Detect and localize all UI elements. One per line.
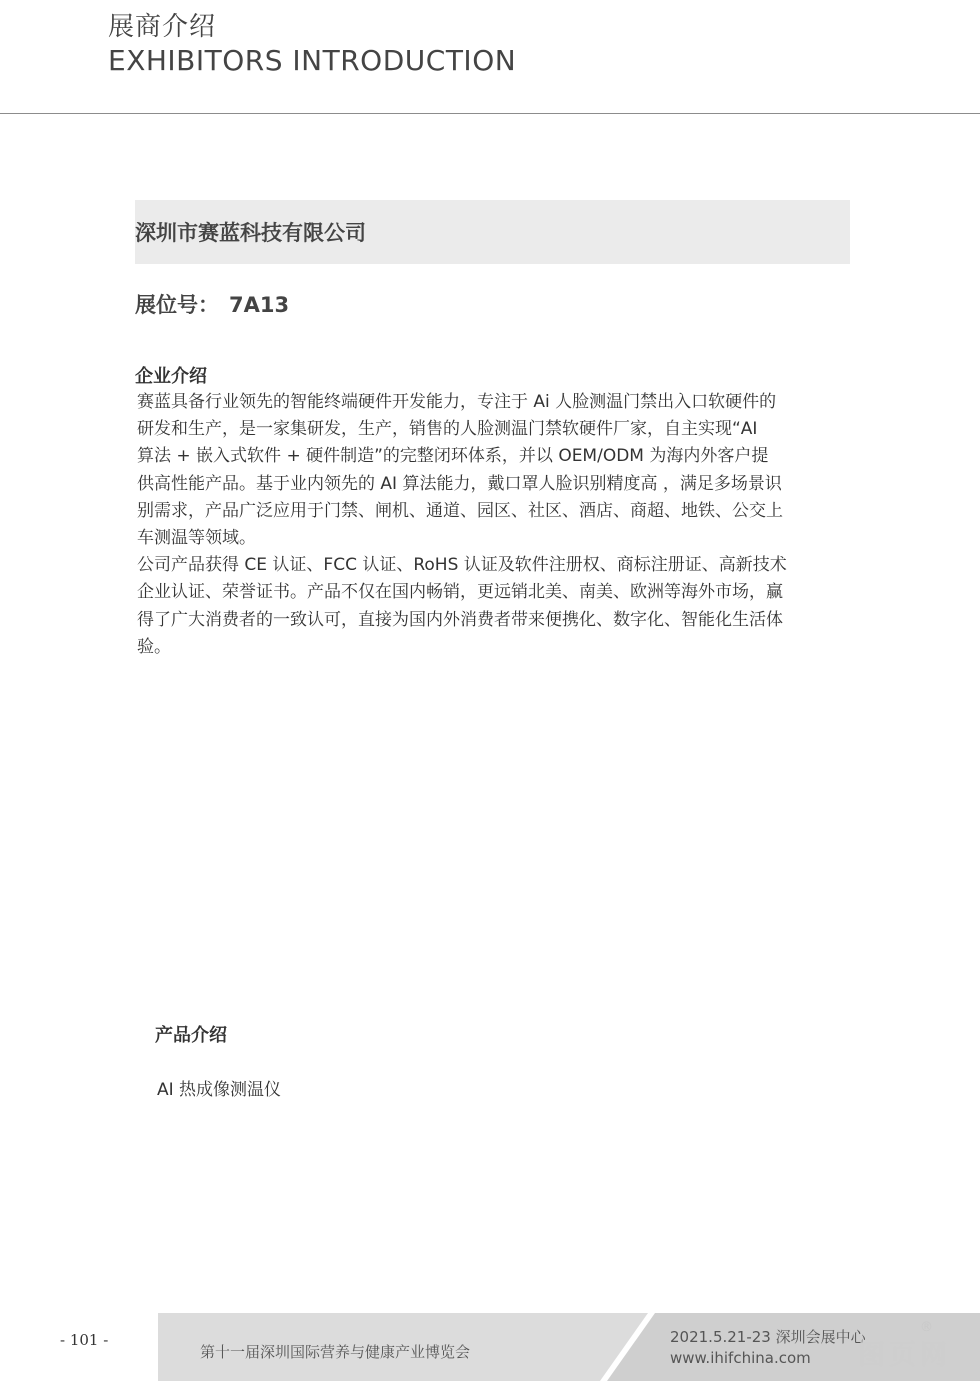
footer-expo-name: 第十一届深圳国际营养与健康产业博览会 xyxy=(200,1343,471,1361)
company-name: 深圳市赛蓝科技有限公司 xyxy=(135,221,366,245)
product-item: AI 热成像测温仪 xyxy=(157,1080,282,1100)
watermark-logo: 图页网 xyxy=(858,1340,951,1371)
intro-line: 算法 + 嵌入式软件 + 硬件制造”的完整闭环体系，并以 OEM/ODM 为海内外客户提 xyxy=(137,446,769,467)
header-title-cn: 展商介绍 xyxy=(108,12,217,42)
footer-website: www.ihifchina.com xyxy=(670,1349,811,1367)
intro-line: 验。 xyxy=(137,636,171,657)
booth-label: 展位号： xyxy=(135,293,219,317)
intro-line: 得了广大消费者的一致认可，直接为国内外消费者带来便携化、数字化、智能化生活体 xyxy=(137,609,783,630)
footer-date-venue: 2021.5.21-23 深圳会展中心 xyxy=(670,1328,866,1346)
intro-line: 企业认证、荣誉证书。产品不仅在国内畅销，更远销北美、南美、欧洲等海外市场，赢 xyxy=(137,582,783,603)
intro-line: 研发和生产，是一家集研发，生产，销售的人脸测温门禁软硬件厂家，自主实现“AI xyxy=(137,419,758,440)
intro-line: 供高性能产品。基于业内领先的 AI 算法能力，戴口罩人脸识别精度高 ，满足多场景识 xyxy=(137,473,782,494)
intro-line: 车测温等领域。 xyxy=(137,528,256,549)
products-title: 产品介绍 xyxy=(155,1025,227,1046)
header-title-en: EXHIBITORS INTRODUCTION xyxy=(108,44,517,77)
registered-mark: ® xyxy=(920,1320,933,1335)
intro-line: 别需求，产品广泛应用于门禁、闸机、通道、园区、社区、酒店、商超、地铁、公交上 xyxy=(137,500,783,521)
booth-number: 7A13 xyxy=(229,293,290,317)
intro-title: 企业介绍 xyxy=(135,366,207,387)
page-number: - 101 - xyxy=(60,1331,109,1349)
intro-line: 赛蓝具备行业领先的智能终端硬件开发能力，专注于 Ai 人脸测温门禁出入口软硬件的 xyxy=(137,392,777,412)
intro-line: 公司产品获得 CE 认证、FCC 认证、RoHS 认证及软件注册权、商标注册证、高新技术 xyxy=(137,555,787,576)
